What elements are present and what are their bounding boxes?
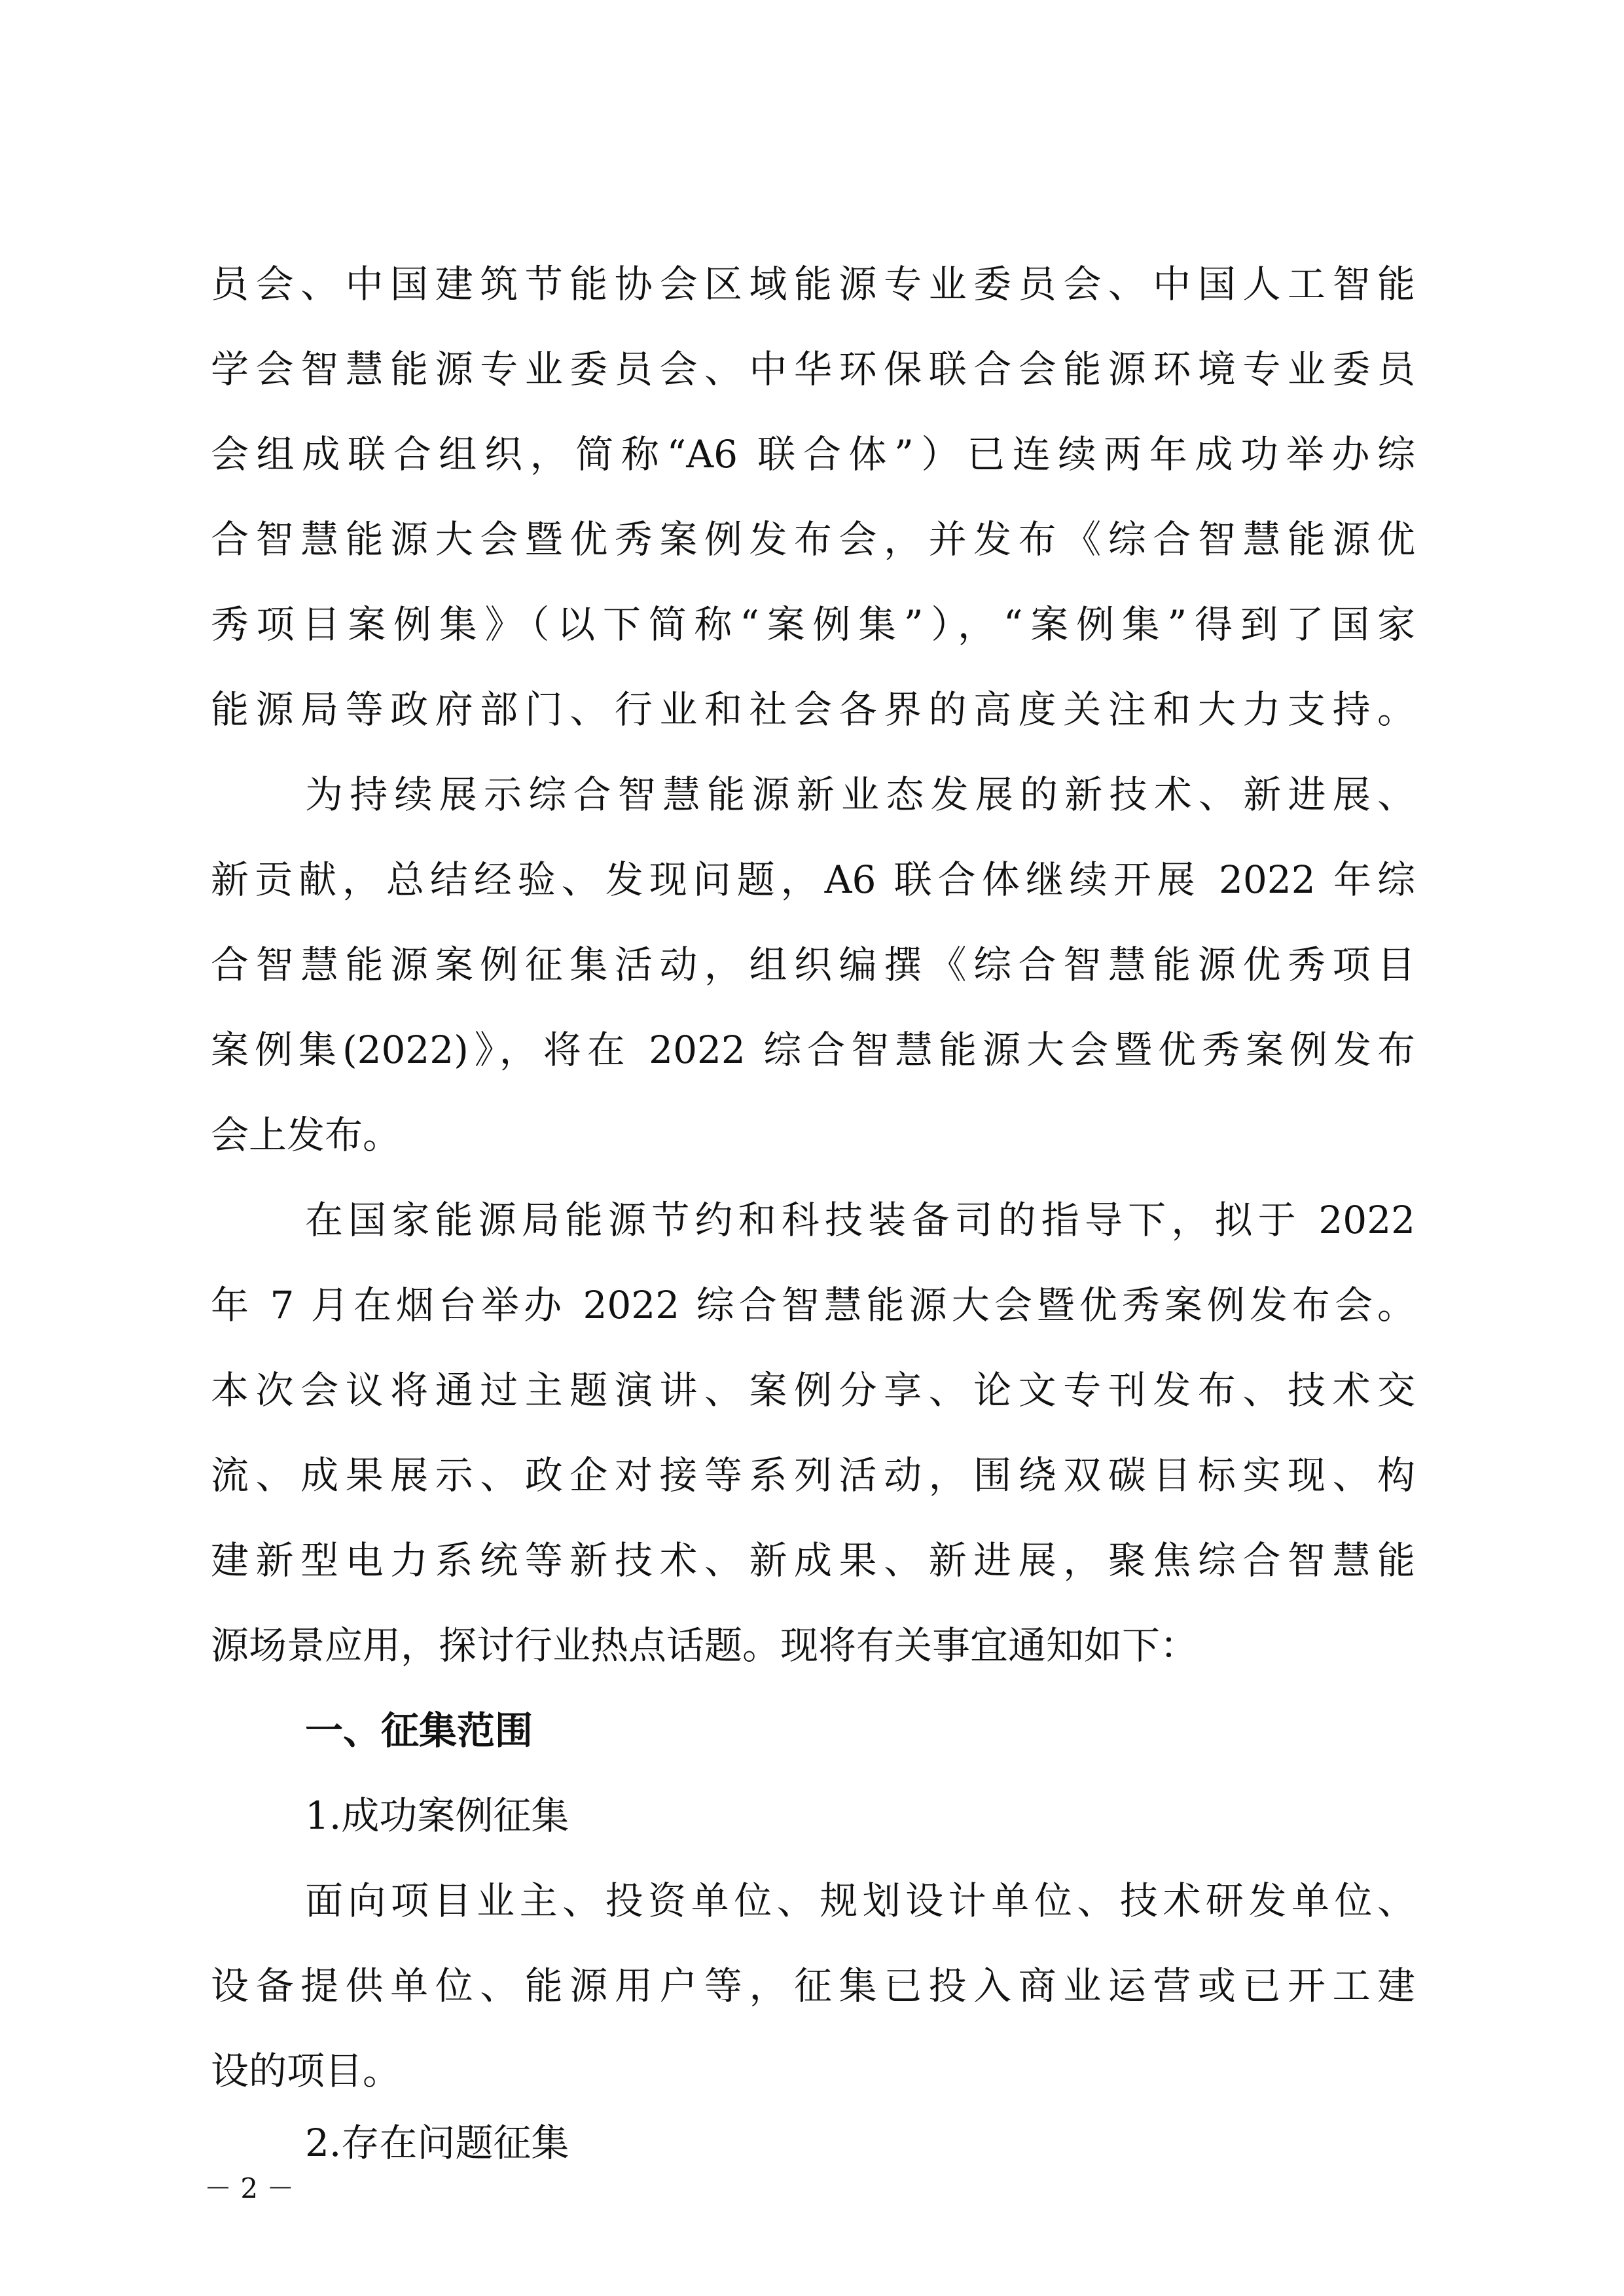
paragraph-line: 为持续展示综合智慧能源新业态发展的新技术、新进展、 [305, 772, 1415, 817]
paragraph-line: 设的项目。 [211, 2049, 401, 2093]
paragraph-line: 合智慧能源大会暨优秀案例发布会，并发布《综合智慧能源优 [211, 517, 1415, 562]
page-number: － 2 － [204, 2172, 295, 2204]
subheading: 1.成功案例征集 [305, 1793, 569, 1838]
paragraph-line: 面向项目业主、投资单位、规划设计单位、技术研发单位、 [305, 1878, 1415, 1923]
paragraph-line: 学会智慧能源专业委员会、中华环保联合会能源环境专业委员 [211, 347, 1415, 391]
paragraph-line: 合智慧能源案例征集活动，组织编撰《综合智慧能源优秀项目 [211, 942, 1415, 987]
paragraph-line: 年 7 月在烟台举办 2022 综合智慧能源大会暨优秀案例发布会。 [211, 1283, 1415, 1327]
paragraph-line: 本次会议将通过主题演讲、案例分享、论文专刊发布、技术交 [211, 1368, 1415, 1412]
paragraph-line: 会上发布。 [211, 1113, 401, 1157]
paragraph-line: 流、成果展示、政企对接等系列活动，围绕双碳目标实现、构 [211, 1453, 1415, 1498]
paragraph-line: 秀项目案例集》（以下简称“案例集”），“案例集”得到了国家 [211, 602, 1415, 647]
paragraph-line: 设备提供单位、能源用户等，征集已投入商业运营或已开工建 [211, 1964, 1415, 2008]
paragraph-line: 建新型电力系统等新技术、新成果、新进展，聚焦综合智慧能 [211, 1538, 1415, 1583]
paragraph-line: 会组成联合组织，简称“A6 联合体”）已连续两年成功举办综 [211, 432, 1415, 476]
paragraph-line: 在国家能源局能源节约和科技装备司的指导下，拟于 2022 [305, 1198, 1415, 1242]
paragraph-line: 源场景应用，探讨行业热点话题。现将有关事宜通知如下： [211, 1623, 1199, 1668]
subheading: 2.存在问题征集 [305, 2121, 569, 2165]
paragraph-line: 新贡献，总结经验、发现问题，A6 联合体继续开展 2022 年综 [211, 857, 1415, 902]
section-heading: 一、征集范围 [305, 1708, 533, 1753]
paragraph-line: 员会、中国建筑节能协会区域能源专业委员会、中国人工智能 [211, 262, 1415, 306]
paragraph-line: 案例集(2022)》，将在 2022 综合智慧能源大会暨优秀案例发布 [211, 1028, 1415, 1072]
paragraph-line: 能源局等政府部门、行业和社会各界的高度关注和大力支持。 [211, 687, 1415, 732]
